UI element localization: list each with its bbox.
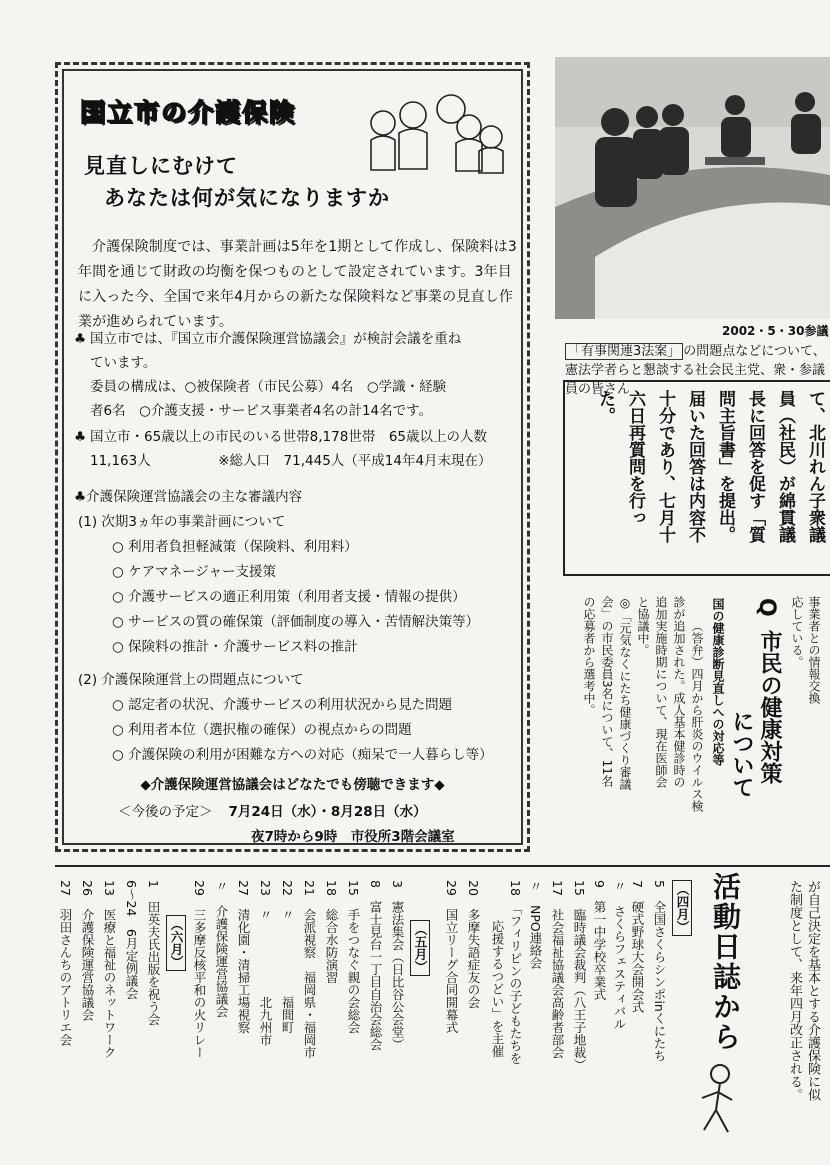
log-entry: 22 〃 福間町 bbox=[280, 880, 295, 1034]
question-notice-box: て、北川れん子衆議 員（社民）が綿貫議 長に回答を促す「質 問主旨書」を提出。 届いた回答は内容不 十分であり、七月十 六日再質問を行っ た。 bbox=[563, 380, 830, 576]
schedule-dates: 7月24日（水）・8月28日（水） bbox=[228, 804, 427, 820]
log-entry: 6〜24 6月定例議会 bbox=[124, 880, 139, 1000]
agenda-item: ○ 保険料の推計・介護サービス料の推計 bbox=[74, 635, 519, 660]
log-entry: 29 国立リーグ合同開幕式 bbox=[444, 880, 459, 1034]
log-entry: 27 羽田さんちのアトリエ会 bbox=[58, 880, 73, 1046]
headline-2: あなたは何が気になりますか bbox=[104, 186, 390, 210]
log-entry: 15 手をつなぐ親の会総会 bbox=[346, 880, 361, 1034]
agenda-item: ○ ケアマネージャー支援策 bbox=[74, 560, 519, 585]
council-agenda bbox=[74, 485, 519, 768]
agenda-item: ○ 利用者本位（選択権の確保）の視点からの問題 bbox=[74, 718, 519, 743]
qa-title-2: について bbox=[729, 710, 754, 798]
caption-quote: 「有事関連3法案」 bbox=[565, 343, 683, 360]
log-entry: 9 第一中学校卒業式 bbox=[592, 880, 607, 1001]
log-entry: 15 臨時議会裁判（八王子地裁） bbox=[572, 880, 587, 1071]
club-note-2: ♣ 国立市・65歳以上の市民のいる世帯8,178世帯 65歳以上の人数 11,163人 ※総人口 71,445人（平成14年4月末現在） bbox=[74, 425, 519, 473]
log-entry: 17 社会福祉協議会高齢者部会 bbox=[550, 880, 565, 1059]
q-mark: Q bbox=[754, 598, 779, 617]
log-entry: 〃 介護保険運営協議会 bbox=[214, 880, 229, 1018]
schedule-time: 夜7時から9時 市役所3階会議室 bbox=[251, 829, 455, 845]
kaigo-article-box bbox=[55, 62, 530, 852]
agenda-section-head: (2) 介護保険運営上の問題点について bbox=[78, 672, 304, 688]
log-entry: 18 総合水防演習 bbox=[324, 880, 339, 984]
log-entry: 13 医療と福祉のネットワーク bbox=[102, 880, 117, 1059]
elderly-people-illustration bbox=[361, 85, 511, 185]
log-entry: 8 富士見台一丁目自治会総会 bbox=[368, 880, 383, 1051]
log-entry: 7 硬式野球大会開会式 bbox=[630, 880, 645, 1013]
club-icon: ♣ bbox=[74, 331, 87, 347]
month-label: （四月） bbox=[672, 880, 692, 936]
log-entry: 26 介護保険運営協議会 bbox=[80, 880, 95, 1021]
log-entry: 29 三多摩反核平和の火リレー bbox=[192, 880, 207, 1059]
section-divider bbox=[55, 865, 830, 867]
club-icon: ♣ bbox=[74, 429, 87, 445]
article-title: 国立市の介護保険 bbox=[80, 98, 297, 127]
log-entry: 20 多摩失語症友の会 bbox=[466, 880, 481, 1009]
health-qa: 事業者との情報交換 応している。 Q 市民の健康対策 について 国の健康診断見直しへの対応等 （答弁）四月から肝炎のウイルス検 診が追加された。成人基本健診時の 追加実施時期について、現在医師会 と協議中。 ◎「元気なくにたち健康づくり審議 会」の市民委員3名について、11名 の応募者から選考中。 bbox=[582, 596, 821, 812]
log-entry: 応援するつどい」を主催 bbox=[490, 920, 505, 1058]
agenda-item: ○ 利用者負担軽減策（保険料、利用料） bbox=[74, 535, 519, 560]
meeting-photo-image bbox=[555, 57, 830, 319]
agenda-item: ○ サービスの質の確保策（評価制度の導入・苦情解決策等） bbox=[74, 610, 519, 635]
runner-illustration bbox=[692, 1060, 742, 1160]
log-entry: 18 「フィリピンの子どもたちを bbox=[508, 880, 523, 1065]
log-entry: 23 〃 北九州市 bbox=[258, 880, 273, 1046]
log-entry: 〃 NPO連絡会 bbox=[528, 880, 543, 970]
qa-title: 市民の健康対策 bbox=[757, 630, 782, 784]
headline-1: 見直しにむけて bbox=[84, 154, 238, 178]
meeting-photo bbox=[555, 57, 830, 319]
observer-note: ◆介護保険運営協議会はどなたでも傍聴できます◆ bbox=[140, 777, 445, 793]
schedule-label: ＜今後の予定＞ bbox=[118, 804, 213, 820]
agenda-item: ○ 介護サービスの適正利用策（利用者支援・情報の提供） bbox=[74, 585, 519, 610]
log-entry: 3 憲法集会（日比谷公会堂） bbox=[390, 880, 405, 1051]
club-note-1: ♣ 国立市では、『国立市介護保険運営協議会』が検討会議を重ね ています。 委員の構成は、○被保険者（市民公募）4名 ○学識・経験 者6名 ○介護支援・サービス事業者4名の計14名です。 bbox=[74, 327, 519, 423]
caption-text: の問題点などについて、憲法学者らと懇談する社会民主党、衆・参議員の皆さん bbox=[565, 344, 826, 397]
log-entry: 5 全国さくらシンポinくにたち bbox=[652, 880, 667, 1062]
log-entry: 27 清化園・清掃工場視察 bbox=[236, 880, 251, 1034]
log-entry: 1 田英夫氏出版を祝う会 bbox=[146, 880, 161, 1026]
schedule bbox=[118, 800, 427, 820]
month-label: （五月） bbox=[410, 920, 430, 976]
month-label: （六月） bbox=[166, 915, 186, 971]
log-entry: 〃 さくらフェスティバル bbox=[612, 880, 627, 1030]
agenda-section-head: (1) 次期3ヵ年の事業計画について bbox=[78, 514, 286, 530]
council-title: ♣介護保険運営協議会の主な審議内容 bbox=[74, 489, 303, 505]
activity-log-title: 活動日誌から bbox=[709, 872, 742, 1052]
log-entry: 21 会派視察 福岡県・福岡市 bbox=[302, 880, 317, 1059]
qa-subtitle: 国の健康診断見直しへの対応等 bbox=[711, 598, 725, 766]
agenda-item: ○ 認定者の状況、介護サービスの利用状況から見た問題 bbox=[74, 693, 519, 718]
agenda-item: ○ 介護保険の利用が困難な方への対応（痴呆で一人暮らし等） bbox=[74, 743, 519, 768]
intro-paragraph: 介護保険制度では、事業計画は5年を1期として作成し、保険料は3年間を通じて財政の均衡を保つものとして設定されています。3年目に入った今、全国で来年4月からの新たな保険料など事業の見直し作業が進められています。 bbox=[78, 239, 517, 330]
photo-date: 2002・5・30参議 bbox=[722, 324, 829, 338]
